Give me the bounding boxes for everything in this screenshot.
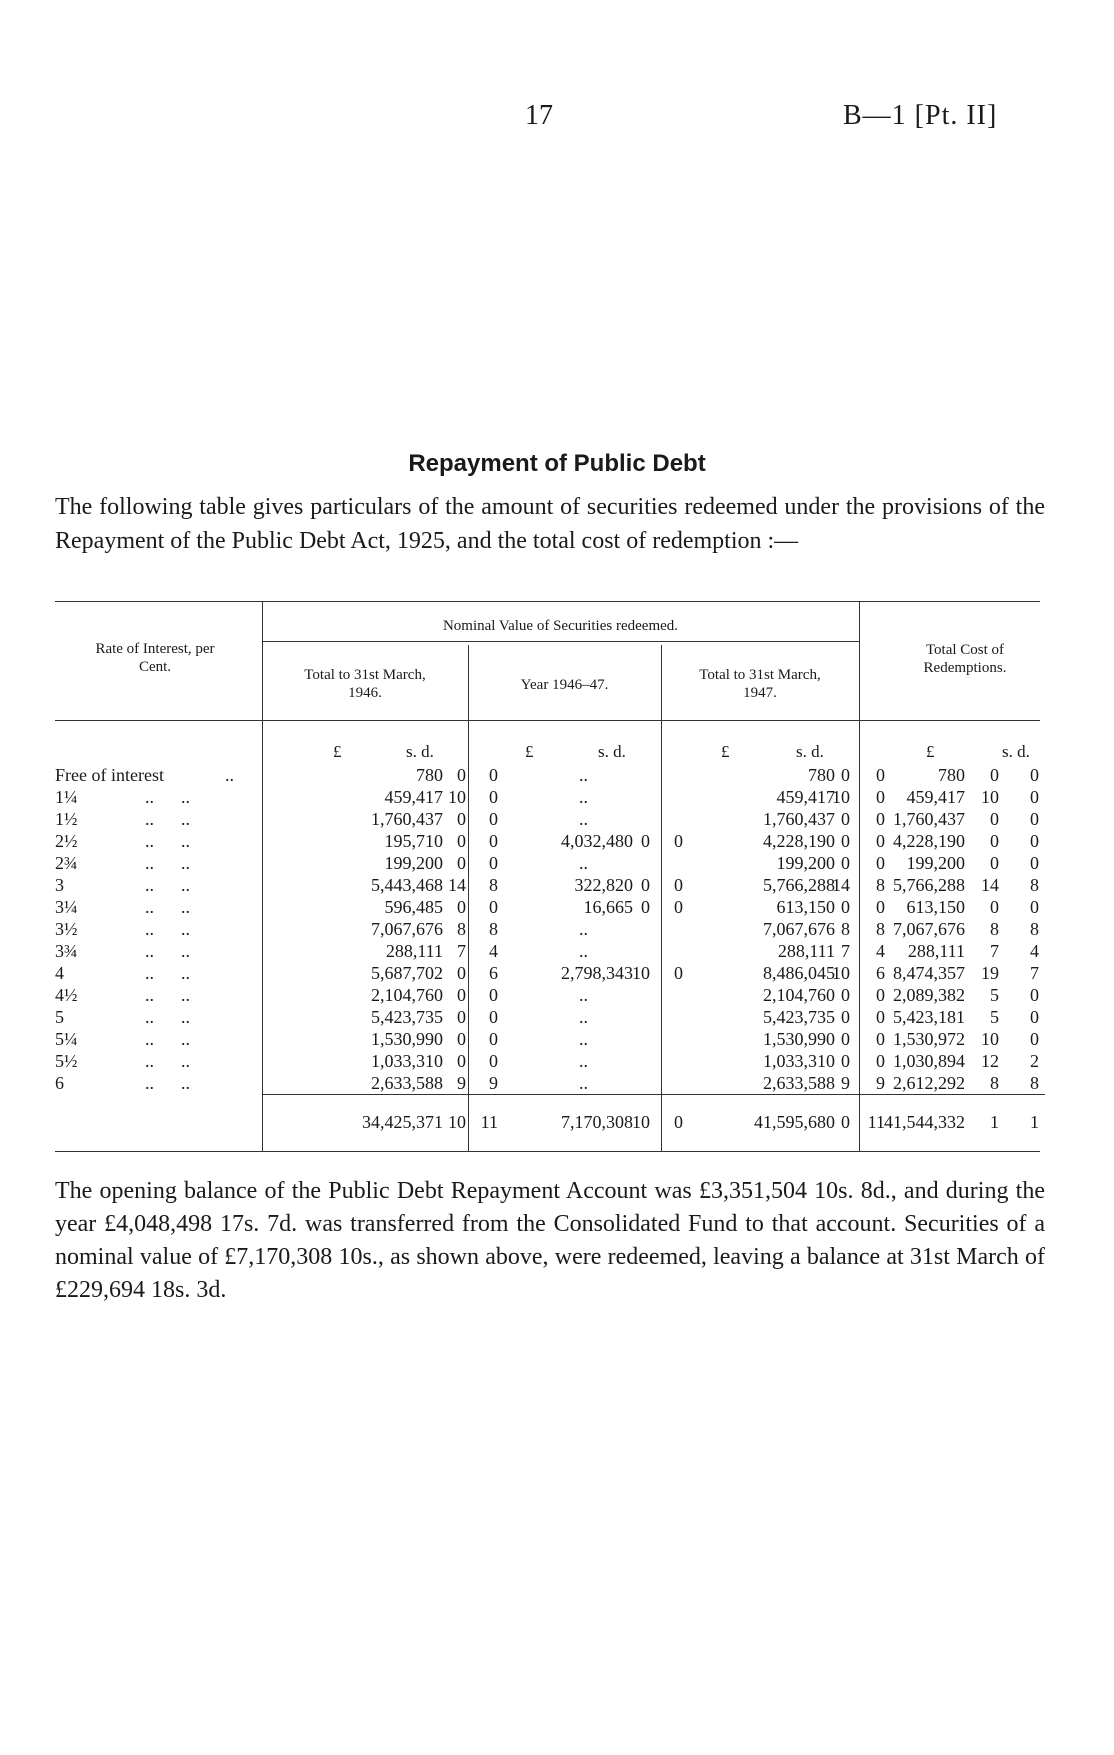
- total-year-shillings: 10: [632, 1112, 650, 1132]
- value-cell-c3: 5,423,735: [763, 1007, 835, 1027]
- rate-cell: 4½: [55, 985, 78, 1005]
- value-cell-c2d: 0: [674, 831, 683, 851]
- value-cell-c1d: 8: [489, 919, 498, 939]
- table-row: [55, 853, 1045, 875]
- value-cell-c3s: 14: [832, 875, 850, 895]
- totals-row: [55, 1112, 1045, 1134]
- value-cell-c1d: 9: [489, 1073, 498, 1093]
- value-cell-c4: 1,530,972: [893, 1029, 965, 1049]
- value-cell-c3d: 9: [876, 1073, 885, 1093]
- table-row: [55, 875, 1045, 897]
- value-cell-c3: 8,486,045: [763, 963, 835, 983]
- value-cell-c1s: 14: [448, 875, 466, 895]
- value-cell-c3: 613,150: [776, 897, 835, 917]
- value-cell-c3d: 0: [876, 897, 885, 917]
- total-1946-pence: 11: [480, 1112, 498, 1132]
- value-cell-c4s: 12: [981, 1051, 999, 1071]
- value-cell-c1: 1,760,437: [371, 809, 443, 829]
- value-cell-c2: 4,032,480: [561, 831, 633, 851]
- value-cell-c4s: 0: [990, 765, 999, 785]
- value-cell-c1: 459,417: [384, 787, 443, 807]
- value-cell-c1s: 0: [457, 1007, 466, 1027]
- value-cell-c1d: 0: [489, 1007, 498, 1027]
- value-cell-c3s: 0: [841, 1051, 850, 1071]
- value-cell-c3s: 9: [841, 1073, 850, 1093]
- rate-cell: 5: [55, 1007, 64, 1027]
- table-row: [55, 919, 1045, 941]
- value-cell-c4: 2,089,382: [893, 985, 965, 1005]
- rate-cell: 5½: [55, 1051, 78, 1071]
- rate-cell: 2¾: [55, 853, 78, 873]
- value-cell-c2: 16,665: [583, 897, 633, 917]
- total-1947-pence: 11: [867, 1112, 885, 1132]
- rate-cell: 3¼: [55, 897, 78, 917]
- value-cell-c4s: 0: [990, 853, 999, 873]
- value-cell-c3: 459,417: [776, 787, 835, 807]
- value-cell-c3s: 0: [841, 985, 850, 1005]
- value-cell-c1d: 4: [489, 941, 498, 961]
- value-cell-c1: 780: [416, 765, 443, 785]
- table-row: [55, 1073, 1045, 1095]
- value-cell-c3s: 10: [832, 787, 850, 807]
- table-row: [55, 1029, 1045, 1051]
- value-cell-c1: 1,530,990: [371, 1029, 443, 1049]
- value-cell-c2: ..: [579, 787, 588, 807]
- value-cell-c4s: 7: [990, 941, 999, 961]
- rate-cell: 3½: [55, 919, 78, 939]
- leader-dots: .. ..: [145, 1029, 190, 1049]
- table-row: [55, 963, 1045, 985]
- value-cell-c4d: 0: [1030, 787, 1039, 807]
- value-cell-c3: 1,530,990: [763, 1029, 835, 1049]
- group-header-rule: [262, 641, 859, 642]
- value-cell-c2: 2,798,343: [561, 963, 633, 983]
- value-cell-c4: 7,067,676: [893, 919, 965, 939]
- total-1946-column-header: Total to 31st March, 1946.: [304, 667, 426, 701]
- value-cell-c4d: 0: [1030, 897, 1039, 917]
- value-cell-c2: ..: [579, 853, 588, 873]
- table-row: [55, 985, 1045, 1007]
- value-cell-c2: 322,820: [574, 875, 633, 895]
- value-cell-c1d: 0: [489, 831, 498, 851]
- total-year-pence: 0: [674, 1112, 683, 1132]
- value-cell-c3: 4,228,190: [763, 831, 835, 851]
- value-cell-c1d: 6: [489, 963, 498, 983]
- value-cell-c4s: 14: [981, 875, 999, 895]
- rate-cell: 3: [55, 875, 64, 895]
- rate-cell: 1¼: [55, 787, 78, 807]
- value-cell-c4s: 0: [990, 831, 999, 851]
- value-cell-c4: 5,423,181: [893, 1007, 965, 1027]
- total-1947-column-header: Total to 31st March, 1947.: [699, 667, 821, 701]
- leader-dots: .. ..: [145, 985, 190, 1005]
- table-row: [55, 1007, 1045, 1029]
- value-cell-c3: 2,633,588: [763, 1073, 835, 1093]
- value-cell-c4d: 0: [1030, 1029, 1039, 1049]
- value-cell-c3d: 8: [876, 919, 885, 939]
- value-cell-c1s: 0: [457, 963, 466, 983]
- unit-sd: s. d.: [406, 742, 434, 761]
- value-cell-c3d: 8: [876, 875, 885, 895]
- value-cell-c3d: 0: [876, 765, 885, 785]
- value-cell-c1d: 0: [489, 897, 498, 917]
- total-1946-amount: 34,425,371: [362, 1112, 443, 1132]
- value-cell-c2: ..: [579, 1051, 588, 1071]
- value-cell-c3s: 8: [841, 919, 850, 939]
- total-cost-amount: 41,544,332: [884, 1112, 965, 1132]
- value-cell-c1s: 7: [457, 941, 466, 961]
- value-cell-c2: ..: [579, 809, 588, 829]
- value-cell-c1: 5,423,735: [371, 1007, 443, 1027]
- value-cell-c1d: 0: [489, 809, 498, 829]
- value-cell-c1d: 0: [489, 985, 498, 1005]
- value-cell-c3d: 6: [876, 963, 885, 983]
- value-cell-c4: 1,760,437: [893, 809, 965, 829]
- leader-dots: .. ..: [145, 809, 190, 829]
- value-cell-c4s: 5: [990, 1007, 999, 1027]
- year-1946-47-column-header: Year 1946–47.: [520, 677, 609, 693]
- value-cell-c1: 7,067,676: [371, 919, 443, 939]
- rate-cell: 1½: [55, 809, 78, 829]
- value-cell-c3d: 0: [876, 1029, 885, 1049]
- value-cell-c4d: 8: [1030, 919, 1039, 939]
- rate-column-header: Rate of Interest, per Cent.: [95, 641, 215, 675]
- value-cell-c4d: 8: [1030, 1073, 1039, 1093]
- value-cell-c4s: 10: [981, 787, 999, 807]
- value-cell-c1s: 9: [457, 1073, 466, 1093]
- value-cell-c3d: 0: [876, 787, 885, 807]
- value-cell-c1: 1,033,310: [371, 1051, 443, 1071]
- value-cell-c3s: 0: [841, 809, 850, 829]
- value-cell-c2d: 0: [674, 875, 683, 895]
- unit-pound: £: [333, 742, 342, 761]
- leader-dots: .. ..: [145, 941, 190, 961]
- value-cell-c1d: 0: [489, 787, 498, 807]
- value-cell-c3: 288,111: [777, 941, 835, 961]
- value-cell-c3s: 0: [841, 765, 850, 785]
- value-cell-c3s: 0: [841, 853, 850, 873]
- value-cell-c3d: 0: [876, 985, 885, 1005]
- value-cell-c1: 596,485: [384, 897, 443, 917]
- value-cell-c2: ..: [579, 919, 588, 939]
- table-row: [55, 765, 1045, 787]
- value-cell-c3: 780: [808, 765, 835, 785]
- value-cell-c1: 5,687,702: [371, 963, 443, 983]
- value-cell-c4d: 0: [1030, 1007, 1039, 1027]
- value-cell-c2: ..: [579, 1073, 588, 1093]
- value-cell-c1s: 0: [457, 809, 466, 829]
- value-cell-c1s: 0: [457, 985, 466, 1005]
- value-cell-c2s: 0: [641, 875, 650, 895]
- leader-dots: .. ..: [145, 787, 190, 807]
- value-cell-c4d: 0: [1030, 831, 1039, 851]
- value-cell-c3s: 10: [832, 963, 850, 983]
- table-row: [55, 831, 1045, 853]
- table-bottom-rule: [55, 1151, 1040, 1152]
- value-cell-c3s: 0: [841, 1007, 850, 1027]
- value-cell-c1s: 8: [457, 919, 466, 939]
- table-row: [55, 897, 1045, 919]
- unit-sd: s. d.: [796, 742, 824, 761]
- leader-dots: .. ..: [145, 897, 190, 917]
- total-cost-column-header: Total Cost of Redemptions.: [923, 642, 1007, 676]
- value-cell-c1s: 0: [457, 853, 466, 873]
- value-cell-c4: 780: [938, 765, 965, 785]
- value-cell-c4: 5,766,288: [893, 875, 965, 895]
- value-cell-c4s: 8: [990, 1073, 999, 1093]
- value-cell-c1s: 10: [448, 787, 466, 807]
- value-cell-c4s: 0: [990, 897, 999, 917]
- table-row: [55, 941, 1045, 963]
- total-1947-shillings: 0: [841, 1112, 850, 1132]
- rate-cell: 4: [55, 963, 64, 983]
- value-cell-c4s: 8: [990, 919, 999, 939]
- value-cell-c4s: 19: [981, 963, 999, 983]
- unit-pound: £: [721, 742, 730, 761]
- value-cell-c4: 4,228,190: [893, 831, 965, 851]
- value-cell-c3s: 0: [841, 897, 850, 917]
- leader-dots: .. ..: [145, 875, 190, 895]
- value-cell-c4: 1,030,894: [893, 1051, 965, 1071]
- leader-dots: .. ..: [145, 831, 190, 851]
- value-cell-c3s: 7: [841, 941, 850, 961]
- value-cell-c1d: 0: [489, 1029, 498, 1049]
- value-cell-c4d: 0: [1030, 809, 1039, 829]
- value-cell-c3d: 0: [876, 831, 885, 851]
- value-cell-c1d: 0: [489, 765, 498, 785]
- value-cell-c3: 7,067,676: [763, 919, 835, 939]
- value-cell-c4s: 0: [990, 809, 999, 829]
- value-cell-c2d: 0: [674, 963, 683, 983]
- leader-dots: .. ..: [145, 1007, 190, 1027]
- value-cell-c1s: 0: [457, 897, 466, 917]
- value-cell-c1: 288,111: [385, 941, 443, 961]
- leader-dots: .. ..: [145, 1073, 190, 1093]
- value-cell-c4s: 5: [990, 985, 999, 1005]
- unit-pound: £: [525, 742, 534, 761]
- value-cell-c2s: 10: [632, 963, 650, 983]
- value-cell-c4d: 2: [1030, 1051, 1039, 1071]
- value-cell-c2: ..: [579, 1007, 588, 1027]
- value-cell-c2: ..: [579, 765, 588, 785]
- table-top-rule: [55, 601, 1040, 602]
- intro-paragraph: The following table gives particulars of the amount of securities redeemed under the provisions of the Repayment of the Public Debt Act, 1925, and the total cost of redemption :—: [55, 494, 1045, 554]
- value-cell-c1s: 0: [457, 831, 466, 851]
- total-1947-amount: 41,595,680: [754, 1112, 835, 1132]
- table-row: [55, 809, 1045, 831]
- value-cell-c4: 613,150: [906, 897, 965, 917]
- value-cell-c4: 8,474,357: [893, 963, 965, 983]
- value-cell-c4d: 0: [1030, 765, 1039, 785]
- page-number: 17: [525, 100, 553, 131]
- value-cell-c4: 288,111: [907, 941, 965, 961]
- total-cost-shillings: 1: [990, 1112, 999, 1132]
- value-cell-c2s: 0: [641, 897, 650, 917]
- document-reference: B—1 [Pt. II]: [843, 100, 998, 131]
- unit-sd: s. d.: [1002, 742, 1030, 761]
- value-cell-c4d: 8: [1030, 875, 1039, 895]
- rate-cell: 5¼: [55, 1029, 78, 1049]
- value-cell-c1s: 0: [457, 1051, 466, 1071]
- leader-dots: .. ..: [145, 919, 190, 939]
- leader-dots: .. ..: [145, 963, 190, 983]
- value-cell-c3: 199,200: [776, 853, 835, 873]
- value-cell-c3: 1,033,310: [763, 1051, 835, 1071]
- value-cell-c3d: 0: [876, 809, 885, 829]
- value-cell-c1s: 0: [457, 1029, 466, 1049]
- value-cell-c2s: 0: [641, 831, 650, 851]
- value-cell-c2: ..: [579, 985, 588, 1005]
- value-cell-c1: 199,200: [384, 853, 443, 873]
- leader-dots: .. ..: [145, 1051, 190, 1071]
- value-cell-c2: ..: [579, 1029, 588, 1049]
- value-cell-c4: 459,417: [906, 787, 965, 807]
- value-cell-c2d: 0: [674, 897, 683, 917]
- total-1946-shillings: 10: [448, 1112, 466, 1132]
- unit-pound: £: [926, 742, 935, 761]
- value-cell-c4d: 4: [1030, 941, 1039, 961]
- value-cell-c3: 1,760,437: [763, 809, 835, 829]
- rate-cell: 3¾: [55, 941, 78, 961]
- value-cell-c4d: 0: [1030, 985, 1039, 1005]
- rate-cell: Free of interest: [55, 765, 164, 785]
- table-row: [55, 1051, 1045, 1073]
- value-cell-c1: 195,710: [384, 831, 443, 851]
- value-cell-c1: 2,104,760: [371, 985, 443, 1005]
- value-cell-c1d: 0: [489, 1051, 498, 1071]
- page-title: Repayment of Public Debt: [408, 450, 706, 477]
- value-cell-c1: 2,633,588: [371, 1073, 443, 1093]
- value-cell-c3: 2,104,760: [763, 985, 835, 1005]
- value-cell-c3d: 0: [876, 1007, 885, 1027]
- value-cell-c4d: 7: [1030, 963, 1039, 983]
- value-cell-c4: 2,612,292: [893, 1073, 965, 1093]
- value-cell-c1d: 0: [489, 853, 498, 873]
- value-cell-c4d: 0: [1030, 853, 1039, 873]
- rate-cell: 6: [55, 1073, 64, 1093]
- total-year-amount: 7,170,308: [561, 1112, 633, 1132]
- value-cell-c4s: 10: [981, 1029, 999, 1049]
- value-cell-c1d: 8: [489, 875, 498, 895]
- value-cell-c3s: 0: [841, 1029, 850, 1049]
- value-cell-c3: 5,766,288: [763, 875, 835, 895]
- table-row: [55, 787, 1045, 809]
- leader-dots: .. ..: [145, 853, 190, 873]
- closing-paragraph: The opening balance of the Public Debt Repayment Account was £3,351,504 10s. 8d., and during the year £4,048,498 17s. 7d. was transferred from the Consolidated Fund to that account. Securities of a nominal value of £7,170,308 10s., as shown above, were redeemed, leaving a balance at 31st March of £229,694 18s. 3d.: [55, 1178, 1045, 1303]
- table-header-rule: [55, 720, 1040, 721]
- value-cell-c1s: 0: [457, 765, 466, 785]
- value-cell-c3d: 4: [876, 941, 885, 961]
- value-cell-c1: 5,443,468: [371, 875, 443, 895]
- nominal-value-group-header: Nominal Value of Securities redeemed.: [442, 618, 679, 634]
- value-cell-c3d: 0: [876, 1051, 885, 1071]
- value-cell-c2: ..: [579, 941, 588, 961]
- value-cell-c3s: 0: [841, 831, 850, 851]
- value-cell-c4: 199,200: [906, 853, 965, 873]
- leader-dots: ..: [225, 765, 234, 785]
- total-cost-pence: 1: [1030, 1112, 1039, 1132]
- value-cell-c3d: 0: [876, 853, 885, 873]
- unit-sd: s. d.: [598, 742, 626, 761]
- rate-cell: 2½: [55, 831, 78, 851]
